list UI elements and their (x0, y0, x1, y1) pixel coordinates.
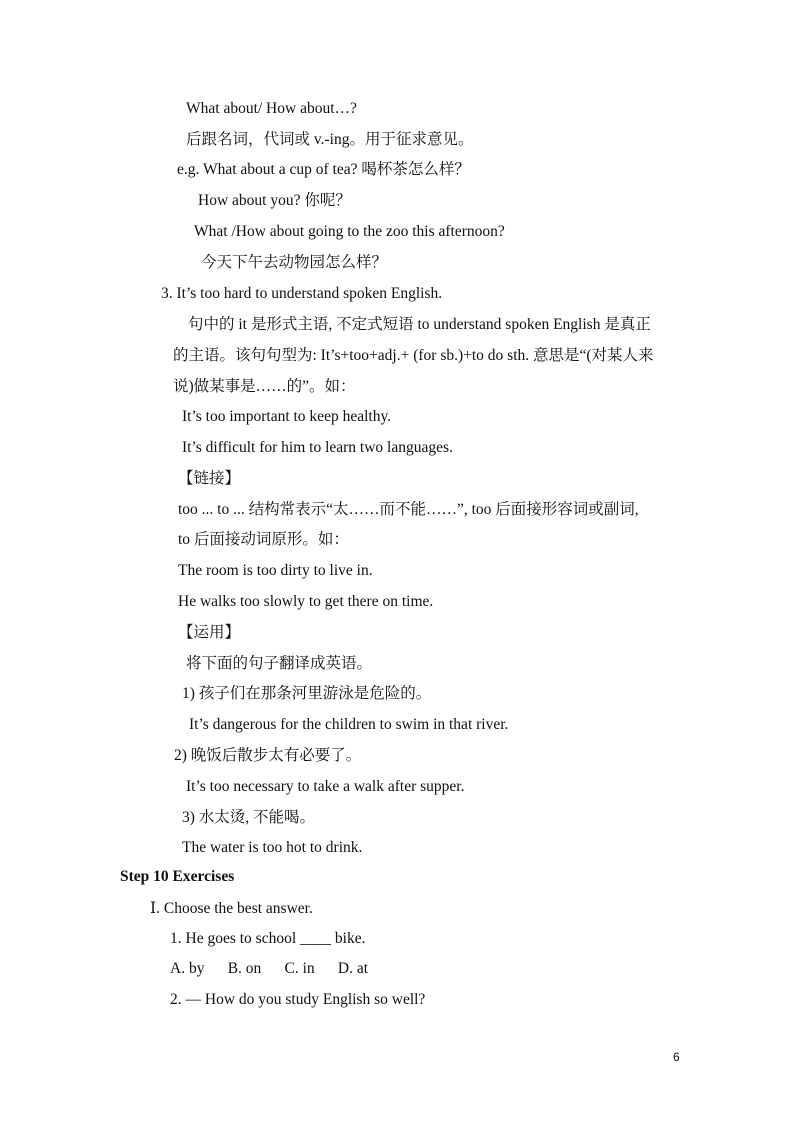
text-line: 2. — How do you study English so well? (170, 991, 426, 1008)
text-line: too ... to ... 结构常表示“太……而不能……”, too 后面接形容词或副词, (178, 501, 639, 518)
text-line: 1. He goes to school ____ bike. (170, 930, 366, 947)
text-line: to 后面接动词原形。如： (178, 531, 349, 548)
text-line: e.g. What about a cup of tea? 喝杯茶怎么样？ (177, 161, 470, 178)
text-line: He walks too slowly to get there on time. (178, 593, 434, 610)
section-heading: Step 10 Exercises (120, 868, 235, 885)
text-line: What about/ How about…? (186, 100, 357, 117)
text-line: 3. It’s too hard to understand spoken English. (161, 285, 443, 302)
text-line: The water is too hot to drink. (182, 839, 363, 856)
text-line: It’s too necessary to take a walk after supper. (186, 778, 465, 795)
text-line: 后跟名词，代词或 v.-ing。用于征求意见。 (186, 131, 474, 148)
page-number: 6 (673, 1050, 680, 1064)
text-line: 今天下午去动物园怎么样？ (201, 254, 388, 271)
text-line: It’s difficult for him to learn two languages. (182, 439, 453, 456)
text-line: 3) 水太烫, 不能喝。 (182, 809, 316, 826)
text-line: 将下面的句子翻译成英语。 (186, 655, 373, 672)
text-line: How about you? 你呢？ (198, 192, 351, 209)
text-line: What /How about going to the zoo this afternoon? (194, 223, 505, 240)
text-line: 说)做某事是……的”。如： (173, 378, 356, 395)
text-line: It’s too important to keep healthy. (182, 408, 392, 425)
text-line: 句中的 it 是形式主语, 不定式短语 to understand spoken English 是真正 (188, 316, 651, 333)
text-line: 的主语。该句句型为: It’s+too+adj.+ (for sb.)+to do sth. 意思是“(对某人来 (173, 347, 654, 364)
text-line: A. by B. on C. in D. at (170, 960, 369, 977)
text-line: The room is too dirty to live in. (178, 562, 373, 579)
text-line: 2) 晚饭后散步太有必要了。 (174, 747, 362, 764)
text-line: 【运用】 (178, 624, 241, 641)
text-line: 1) 孩子们在那条河里游泳是危险的。 (182, 685, 432, 702)
text-line: It’s dangerous for the children to swim in that river. (189, 716, 509, 733)
text-line: Ⅰ. Choose the best answer. (150, 900, 313, 917)
text-line: 【链接】 (178, 470, 241, 487)
